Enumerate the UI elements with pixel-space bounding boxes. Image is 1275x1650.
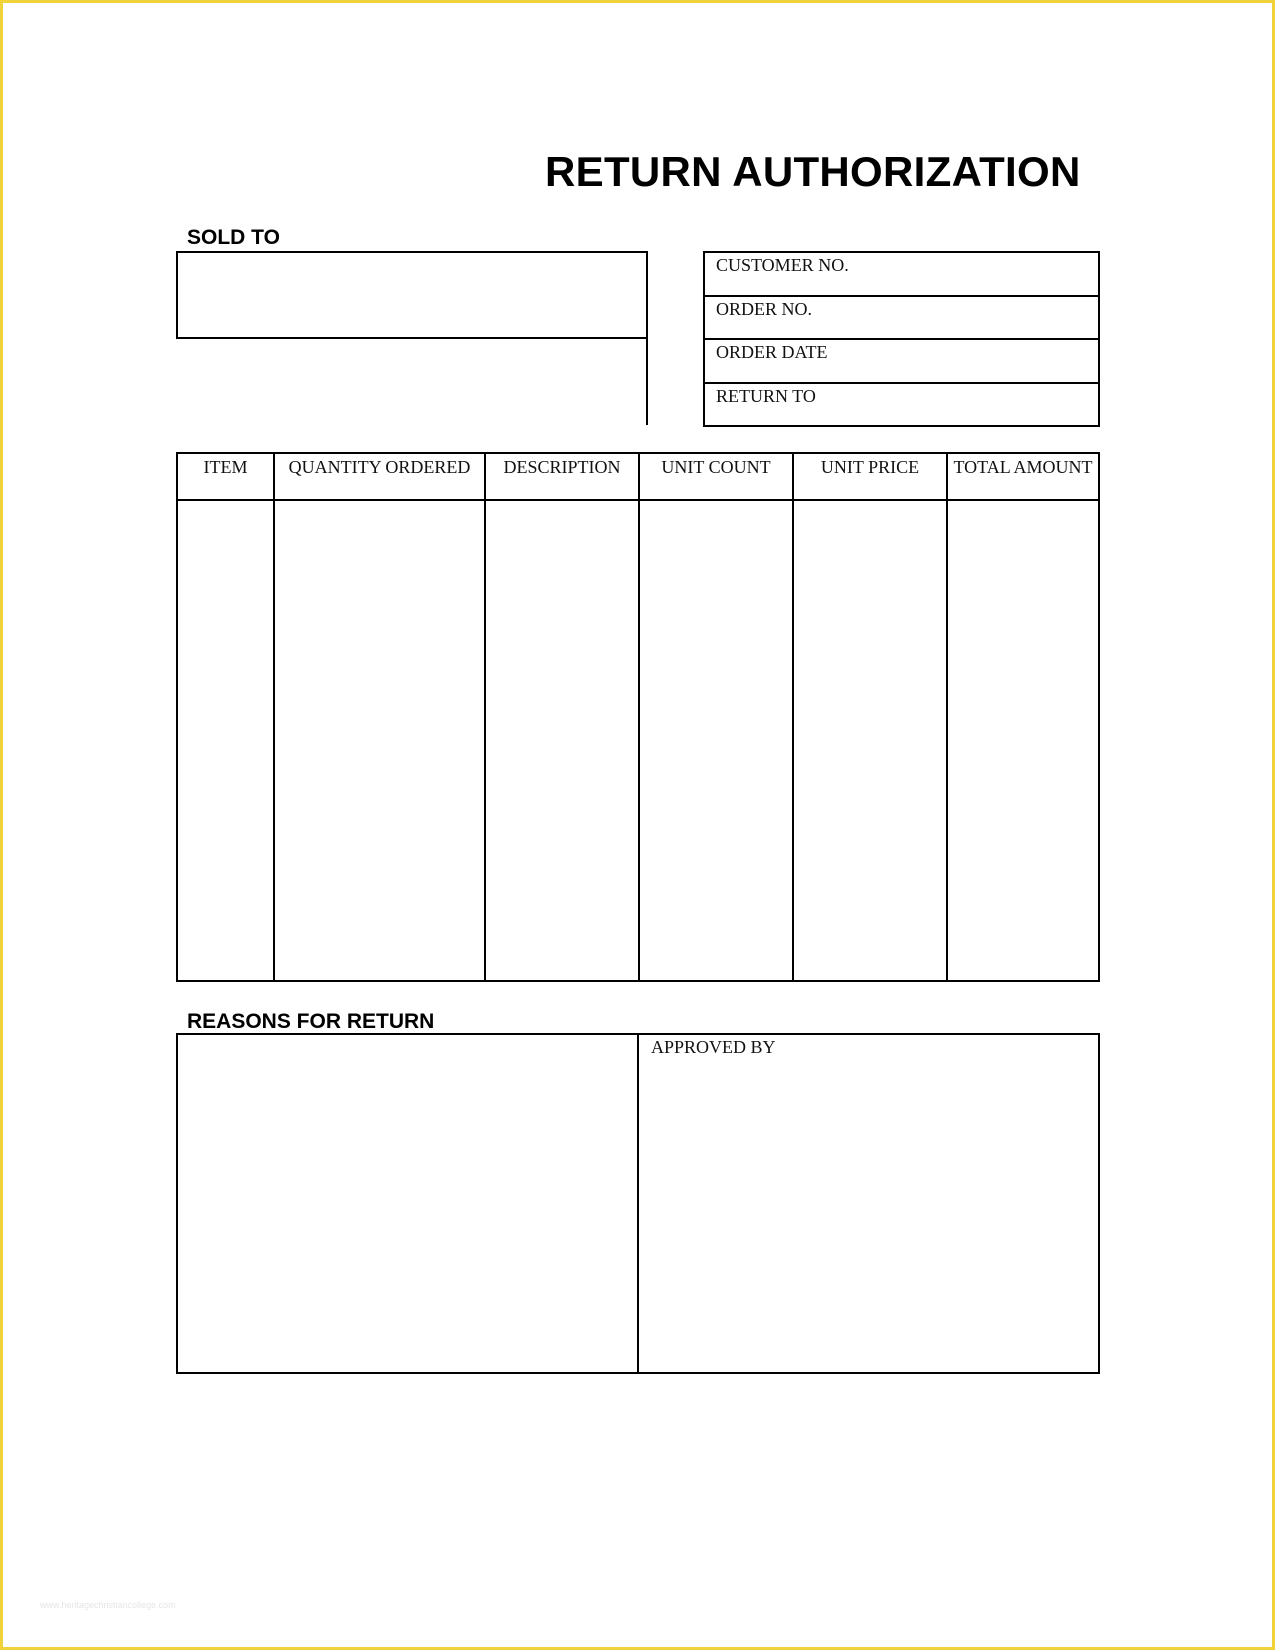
quantity-ordered-cells[interactable] [275, 501, 484, 980]
quantity-ordered-header: QUANTITY ORDERED [275, 454, 484, 501]
return-to-field[interactable] [705, 384, 1098, 426]
order-date-field[interactable] [705, 340, 1098, 384]
unit-price-header: UNIT PRICE [794, 454, 946, 501]
total-amount-column [948, 454, 1098, 980]
watermark: www.heritagechristiancollege.com [40, 1600, 176, 1610]
item-header: ITEM [178, 454, 273, 501]
unit-count-header: UNIT COUNT [640, 454, 792, 501]
description-column [486, 454, 640, 980]
approved-by-label: APPROVED BY [651, 1037, 776, 1057]
total-amount-cells[interactable] [948, 501, 1098, 980]
unit-price-cells[interactable] [794, 501, 946, 980]
sold-to-field[interactable] [176, 251, 648, 339]
reasons-box [176, 1033, 1100, 1374]
customer-no-field[interactable] [705, 253, 1098, 297]
order-info-box [703, 251, 1100, 427]
order-date-label: ORDER DATE [716, 342, 828, 362]
order-no-label: ORDER NO. [716, 298, 813, 319]
approved-by-field[interactable] [639, 1035, 1098, 1372]
items-table [176, 452, 1100, 982]
item-cells[interactable] [178, 501, 273, 980]
unit-count-cells[interactable] [640, 501, 792, 980]
return-to-label: RETURN TO [716, 385, 816, 406]
reasons-for-return-field[interactable] [178, 1035, 639, 1372]
unit-price-column [794, 454, 948, 980]
item-column [178, 454, 275, 980]
customer-no-label: CUSTOMER NO. [716, 255, 849, 275]
order-no-field[interactable] [705, 297, 1098, 341]
form-title: RETURN AUTHORIZATION [545, 148, 1081, 195]
description-header: DESCRIPTION [486, 454, 638, 501]
total-amount-header: TOTAL AMOUNT [948, 454, 1098, 501]
reasons-for-return-label: REASONS FOR RETURN [187, 1010, 435, 1033]
description-cells[interactable] [486, 501, 638, 980]
sold-to-divider [646, 337, 648, 425]
quantity-ordered-column [275, 454, 486, 980]
sold-to-label: SOLD TO [187, 226, 280, 249]
unit-count-column [640, 454, 794, 980]
